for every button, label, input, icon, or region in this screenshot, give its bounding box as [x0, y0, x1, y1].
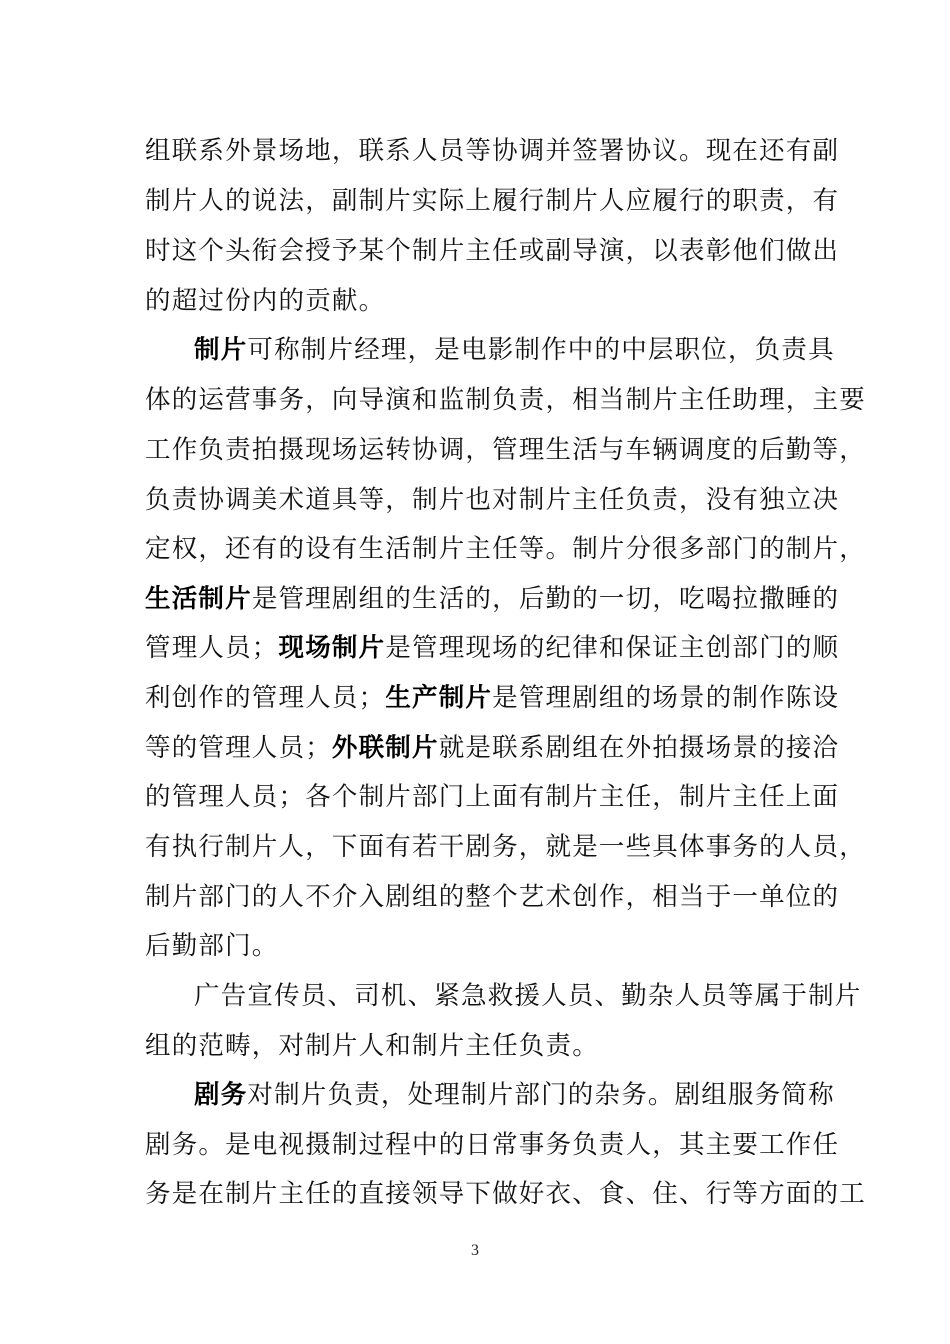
text-segment: 后勤部门。 [145, 931, 279, 961]
text-line [145, 872, 840, 922]
text-line [145, 425, 866, 475]
text-segment: 的超过份内的贡献。 [145, 286, 386, 316]
text-segment: 务是在制片主任的直接领导下做好衣、食、住、行等方面的工 [145, 1179, 866, 1209]
bold-term: 现场制片 [278, 633, 386, 663]
text-segment: 是管理剧组的场景的制作陈设 [492, 683, 840, 713]
text-line [145, 1021, 825, 1071]
bold-term: 制片 [194, 335, 248, 365]
text-line [145, 673, 840, 723]
text-segment: 广告宣传员、司机、紧急救援人员、勤杂人员等属于制片 [194, 981, 862, 1011]
text-segment: 管理人员； [145, 633, 279, 663]
text-line [145, 921, 825, 971]
bold-term: 外联制片 [331, 733, 439, 763]
text-segment: 剧务。是电视摄制过程中的日常事务负责人，其主要工作任 [145, 1130, 840, 1160]
text-line [145, 772, 840, 822]
text-line [145, 475, 840, 525]
text-segment: 是管理现场的纪律和保证主创部门的顺 [385, 633, 840, 663]
text-segment: 组联系外景场地，联系人员等协调并签署协议。现在还有副 [145, 136, 840, 166]
text-segment: 定权，还有的设有生活制片主任等。制片分很多部门的制片， [145, 534, 866, 564]
bold-term: 生产制片 [385, 683, 493, 713]
text-line [145, 276, 825, 326]
text-segment: 组的范畴，对制片人和制片主任负责。 [145, 1031, 599, 1061]
text-segment: 工作负责拍摄现场运转协调，管理生活与车辆调度的后勤等， [145, 435, 866, 465]
paragraph-first-line [194, 1070, 874, 1120]
text-line [145, 822, 866, 872]
text-segment: 时这个头衔会授予某个制片主任或副导演，以表彰他们做出 [145, 236, 840, 266]
text-segment: 就是联系剧组在外拍摄场景的接洽 [438, 733, 840, 763]
text-segment: 等的管理人员； [145, 733, 332, 763]
bold-term: 剧务 [194, 1080, 248, 1110]
text-line [145, 1120, 840, 1170]
text-line [145, 375, 866, 425]
text-segment: 有执行制片人，下面有若干剧务，就是一些具体事务的人员， [145, 832, 866, 862]
page-number: 3 [471, 1242, 479, 1259]
text-segment: 对制片负责，处理制片部门的杂务。剧组服务简称 [247, 1080, 835, 1110]
text-line [145, 524, 866, 574]
text-segment: 可称制片经理，是电影制作中的中层职位，负责具 [247, 335, 835, 365]
text-line [145, 176, 840, 226]
paragraph-first-line [194, 325, 874, 375]
text-segment: 的管理人员；各个制片部门上面有制片主任，制片主任上面 [145, 782, 840, 812]
text-line [145, 723, 840, 773]
text-line [145, 1169, 866, 1219]
text-segment: 利创作的管理人员； [145, 683, 386, 713]
paragraph-first-line [194, 971, 874, 1021]
text-segment: 制片人的说法，副制片实际上履行制片人应履行的职责，有 [145, 186, 840, 216]
bold-term: 生活制片 [145, 584, 252, 614]
text-segment: 制片部门的人不介入剧组的整个艺术创作，相当于一单位的 [145, 882, 840, 912]
text-segment: 负责协调美术道具等，制片也对制片主任负责，没有独立决 [145, 485, 840, 515]
text-segment: 是管理剧组的生活的，后勤的一切，吃喝拉撒睡的 [251, 584, 840, 614]
text-line [145, 126, 840, 176]
text-line [145, 623, 840, 673]
text-line [145, 574, 840, 624]
text-line [145, 226, 840, 276]
text-segment: 体的运营事务，向导演和监制负责，相当制片主任助理，主要 [145, 385, 866, 415]
